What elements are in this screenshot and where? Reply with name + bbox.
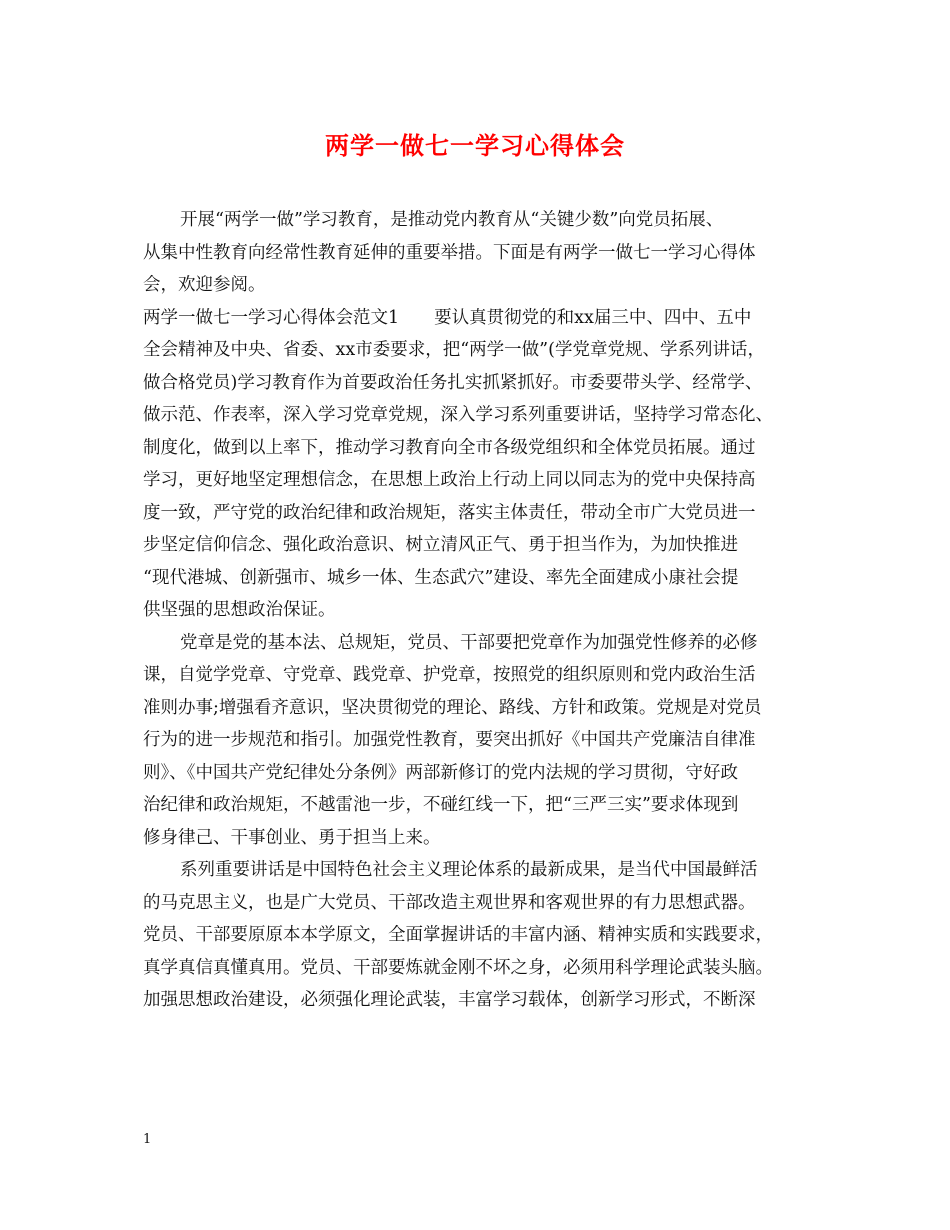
- body-line: 供坚强的思想政治保证。: [143, 600, 336, 620]
- page-number: 1: [143, 1132, 152, 1147]
- body-line: 做示范、作表率，深入学习党章党规，深入学习系列重要讲话，坚持学习常态化、: [143, 405, 773, 425]
- body-line: “现代港城、创新强市、城乡一体、生态武穴”建设、率先全面建成小康社会提: [143, 567, 739, 588]
- body-line: 治纪律和政治规矩，不越雷池一步，不碰红线一下，把“三严三实”要求体现到: [143, 795, 739, 815]
- body-line: 全会精神及中央、省委、xx市委要求，把“两学一做”(学党章党规、学系列讲话，: [143, 340, 765, 360]
- body-line: 度一致，严守党的政治纪律和政治规矩，落实主体责任，带动全市广大党员进一: [143, 502, 756, 523]
- document-body: [143, 204, 811, 1017]
- body-line: 课，自觉学党章、守党章、践党章、护党章，按照党的组织原则和党内政治生活: [143, 665, 756, 685]
- body-line: 的马克思主义，也是广大党员、干部改造主观世界和客观世界的有力思想武器。: [143, 892, 756, 913]
- body-line: 党章是党的基本法、总规矩，党员、干部要把党章作为加强党性修养的必修: [180, 632, 758, 653]
- body-line: 做合格党员)学习教育作为首要政治任务扎实抓紧抓好。市委要带头学、经常学、: [143, 372, 763, 393]
- body-line: 步坚定信仰信念、强化政治意识、树立清风正气、勇于担当作为，为加快推进: [143, 535, 738, 555]
- body-line: 开展“两学一做”学习教育，是推动党内教育从“关键少数”向党员拓展、: [180, 210, 724, 230]
- body-line: 系列重要讲话是中国特色社会主义理论体系的最新成果，是当代中国最鲜活: [180, 860, 758, 880]
- body-line: 两学一做七一学习心得体会范文1 要认真贯彻党的和xx届三中、四中、五中: [143, 307, 752, 328]
- body-line: 真学真信真懂真用。党员、干部要炼就金刚不坏之身，必须用科学理论武装头脑。: [143, 957, 773, 978]
- document-title: 两学一做七一学习心得体会: [325, 131, 625, 160]
- body-line: 修身律己、干事创业、勇于担当上来。: [143, 827, 441, 848]
- body-line: 制度化，做到以上率下，推动学习教育向全市各级党组织和全体党员拓展。通过: [143, 437, 756, 458]
- body-line: 学习，更好地坚定理想信念，在思想上政治上行动上同以同志为的党中央保持高: [143, 470, 756, 490]
- body-line: 从集中性教育向经常性教育延伸的重要举措。下面是有两学一做七一学习心得体: [143, 242, 756, 263]
- body-line: 则》、《中国共产党纪律处分条例》两部新修订的党内法规的学习贯彻，守好政: [143, 762, 738, 783]
- body-line: 加强思想政治建设，必须强化理论武装，丰富学习载体，创新学习形式，不断深: [143, 990, 756, 1010]
- body-line: 会，欢迎参阅。: [143, 275, 266, 295]
- body-line: 党员、干部要原原本本学原文，全面掌握讲话的丰富内涵、精神实质和实践要求，: [143, 925, 773, 945]
- body-line: 准则办事;增强看齐意识，坚决贯彻党的理论、路线、方针和政策。党规是对党员: [143, 697, 762, 718]
- body-line: 行为的进一步规范和指引。加强党性教育，要突出抓好《中国共产党廉洁自律准: [143, 730, 756, 750]
